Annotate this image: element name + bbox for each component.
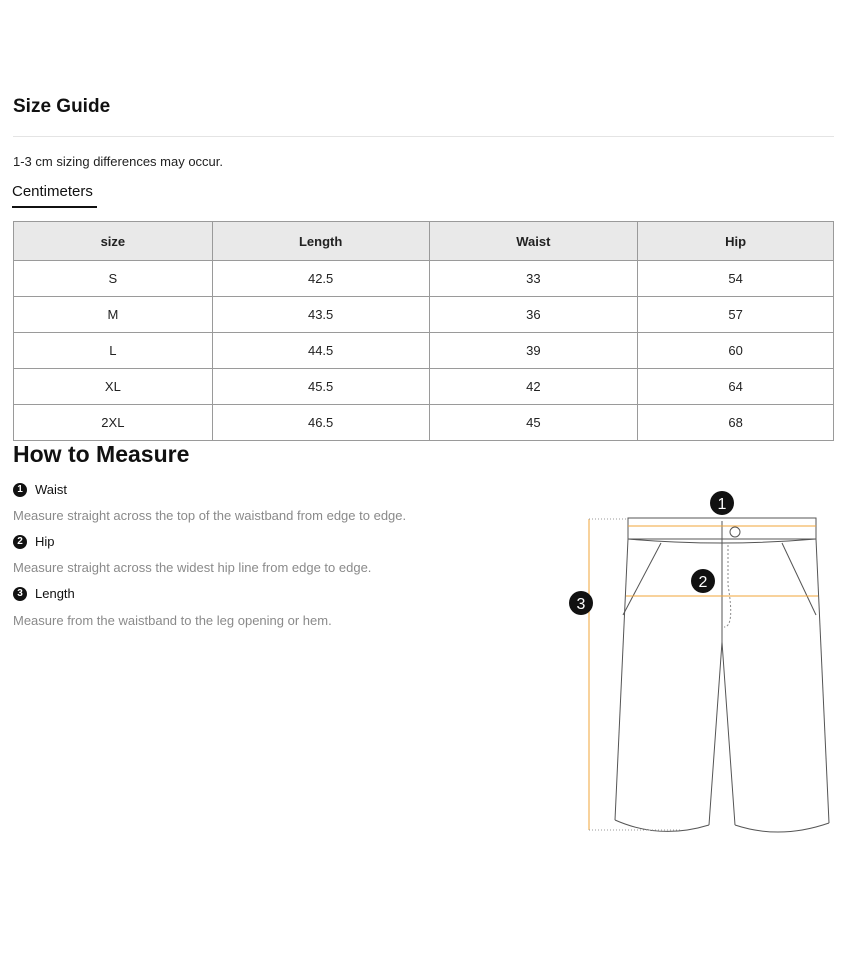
cell-size: M — [14, 297, 213, 333]
header-size: size — [14, 222, 213, 261]
table-row — [14, 261, 834, 297]
cell-size: S — [14, 261, 213, 297]
number-2-icon: 2 — [13, 535, 27, 549]
page-title: Size Guide — [13, 96, 111, 117]
table-row — [14, 405, 834, 441]
shorts-measurement-diagram — [560, 485, 840, 840]
measure-desc-hip: Measure straight across the widest hip line from edge to edge. — [13, 560, 372, 575]
header-length: Length — [212, 222, 429, 261]
number-3-icon: 3 — [13, 587, 27, 601]
cell-length: 42.5 — [212, 261, 429, 297]
marker-3-icon — [569, 591, 593, 615]
cell-length: 44.5 — [212, 333, 429, 369]
svg-text:2: 2 — [698, 574, 708, 591]
cell-waist: 36 — [429, 297, 638, 333]
header-hip: Hip — [638, 222, 834, 261]
cell-size: XL — [14, 369, 213, 405]
measure-label: Hip — [35, 534, 55, 549]
measure-label: Waist — [35, 482, 68, 497]
table-row — [14, 333, 834, 369]
cell-hip: 60 — [638, 333, 834, 369]
cell-hip: 64 — [638, 369, 834, 405]
table-header-row — [14, 222, 834, 261]
measure-desc-length: Measure from the waistband to the leg opening or hem. — [13, 613, 332, 628]
cell-waist: 39 — [429, 333, 638, 369]
measure-item-length — [13, 586, 75, 601]
size-table — [13, 221, 834, 441]
cell-size: 2XL — [14, 405, 213, 441]
divider — [13, 136, 834, 137]
cell-length: 46.5 — [212, 405, 429, 441]
marker-1-icon — [710, 491, 734, 515]
measure-label: Length — [35, 586, 75, 601]
svg-text:3: 3 — [576, 596, 586, 613]
svg-text:1: 1 — [717, 496, 727, 513]
table-row — [14, 369, 834, 405]
measure-item-hip — [13, 534, 55, 549]
cell-hip: 57 — [638, 297, 834, 333]
cell-length: 45.5 — [212, 369, 429, 405]
tab-centimeters[interactable]: Centimeters — [12, 183, 97, 208]
measurement-lines — [589, 519, 818, 830]
cell-hip: 54 — [638, 261, 834, 297]
table-row — [14, 297, 834, 333]
cell-length: 43.5 — [212, 297, 429, 333]
cell-waist: 33 — [429, 261, 638, 297]
cell-waist: 42 — [429, 369, 638, 405]
header-waist: Waist — [429, 222, 638, 261]
marker-2-icon — [691, 569, 715, 593]
cell-size: L — [14, 333, 213, 369]
how-to-measure-title: How to Measure — [13, 441, 190, 467]
number-1-icon: 1 — [13, 483, 27, 497]
sizing-note: 1-3 cm sizing differences may occur. — [13, 154, 224, 169]
measure-item-waist — [13, 482, 67, 497]
cell-hip: 68 — [638, 405, 834, 441]
shorts-outline-icon — [615, 518, 829, 832]
cell-waist: 45 — [429, 405, 638, 441]
measure-desc-waist: Measure straight across the top of the waistband from edge to edge. — [13, 508, 407, 523]
